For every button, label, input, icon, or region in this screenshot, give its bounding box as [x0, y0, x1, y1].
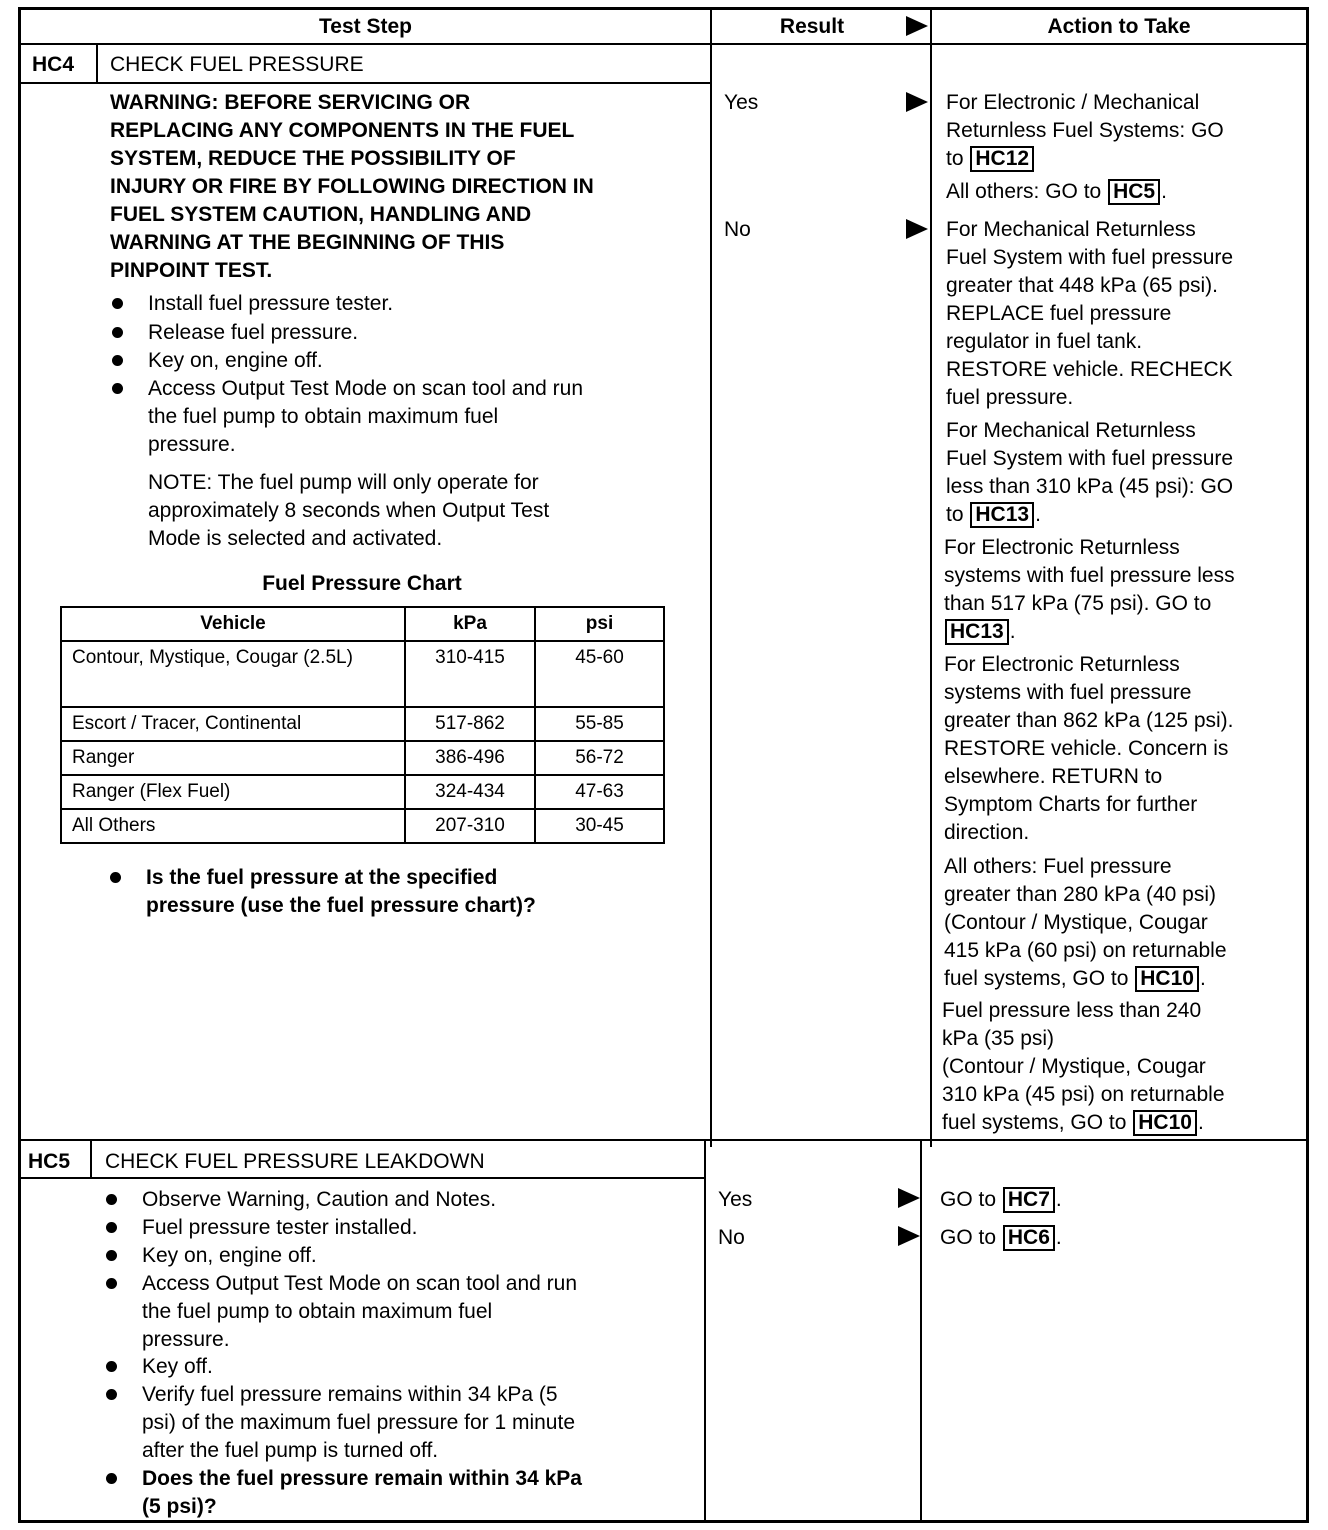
- header-action: Action to Take: [1047, 15, 1191, 38]
- warning-line: SYSTEM, REDUCE THE POSSIBILITY OF: [110, 147, 516, 170]
- fuel-pressure-chart-title: Fuel Pressure Chart: [262, 572, 462, 595]
- hc5-bullet: Observe Warning, Caution and Notes.: [142, 1188, 497, 1211]
- header-result: Result: [779, 15, 845, 38]
- step-ref-hc6[interactable]: HC6: [1003, 1225, 1055, 1251]
- hc4-step-title: CHECK FUEL PRESSURE: [110, 53, 364, 76]
- warning-line: FUEL SYSTEM CAUTION, HANDLING AND: [110, 203, 532, 226]
- period: .: [1055, 1188, 1062, 1211]
- yes-action-line: For Electronic / Mechanical: [946, 91, 1200, 114]
- no-action-line: Symptom Charts for further: [944, 793, 1198, 816]
- no-action-line: elsewhere. RETURN to: [944, 765, 1163, 788]
- no-action-line: kPa (35 psi): [942, 1027, 1055, 1050]
- chart-psi: 55-85: [535, 707, 664, 741]
- no-action-line: For Mechanical Returnless: [946, 218, 1196, 241]
- yes-action-goto: [946, 145, 1035, 173]
- no-action-line: For Electronic Returnless: [944, 536, 1180, 559]
- chart-kpa: 310-415: [405, 641, 535, 707]
- chart-col-vehicle: Vehicle: [61, 607, 405, 641]
- warning-line: REPLACING ANY COMPONENTS IN THE FUEL: [110, 119, 575, 142]
- result-arrow-icon: [906, 219, 928, 239]
- hc4-bullet-line: Access Output Test Mode on scan tool and run: [148, 377, 584, 400]
- no-action-line: than 517 kPa (75 psi). GO to: [944, 592, 1212, 615]
- goto-label: to: [946, 147, 964, 170]
- bullet-icon: [112, 355, 123, 366]
- col-divider-result-hc5: [704, 1140, 706, 1522]
- goto-label: fuel systems, GO to: [944, 967, 1129, 990]
- col-divider-action: [930, 7, 932, 1147]
- chart-vehicle: Ranger (Flex Fuel): [61, 775, 405, 809]
- goto-label: GO to: [940, 1188, 997, 1211]
- no-action-line: Fuel System with fuel pressure: [946, 447, 1234, 470]
- no-action-line: 415 kPa (60 psi) on returnable: [944, 939, 1227, 962]
- hc5-id-divider: [90, 1139, 92, 1178]
- bullet-icon: [112, 383, 123, 394]
- hc5-question-line: (5 psi)?: [142, 1495, 217, 1518]
- hc5-bullet-line: pressure.: [142, 1328, 230, 1351]
- hc4-step-id: HC4: [32, 53, 75, 76]
- no-action-goto: [946, 501, 1041, 529]
- bullet-icon: [106, 1222, 117, 1233]
- no-action-goto: [942, 1109, 1204, 1137]
- chart-col-psi: psi: [535, 607, 664, 641]
- no-action-line: 310 kPa (45 psi) on returnable: [942, 1083, 1225, 1106]
- no-action-line: systems with fuel pressure: [944, 681, 1192, 704]
- warning-line: PINPOINT TEST.: [110, 259, 273, 282]
- no-action-line: All others: Fuel pressure: [944, 855, 1172, 878]
- hc5-bullet-line: Access Output Test Mode on scan tool and run: [142, 1272, 578, 1295]
- yes-action-line: Returnless Fuel Systems: GO: [946, 119, 1224, 142]
- no-action-line: For Electronic Returnless: [944, 653, 1180, 676]
- step-ref-hc12[interactable]: HC12: [970, 146, 1034, 172]
- no-action-line: greater that 448 kPa (65 psi).: [946, 274, 1218, 297]
- hc4-note-line: approximately 8 seconds when Output Test: [148, 499, 550, 522]
- no-action-line: direction.: [944, 821, 1030, 844]
- hc5-no-action: [940, 1224, 1062, 1252]
- hc4-bullet-line: pressure.: [148, 433, 236, 456]
- hc5-step-title: CHECK FUEL PRESSURE LEAKDOWN: [105, 1150, 485, 1173]
- hc4-question-line: Is the fuel pressure at the specified: [146, 866, 498, 889]
- hc4-bullet-line: the fuel pump to obtain maximum fuel: [148, 405, 499, 428]
- hc4-question-line: pressure (use the fuel pressure chart)?: [146, 894, 536, 917]
- warning-line: WARNING AT THE BEGINNING OF THIS: [110, 231, 505, 254]
- section-divider-hc5: [18, 1139, 1309, 1141]
- warning-line: WARNING: BEFORE SERVICING OR: [110, 91, 471, 114]
- hc5-bullet: Key on, engine off.: [142, 1244, 317, 1267]
- table-border-left: [18, 7, 21, 1523]
- chart-vehicle: Escort / Tracer, Continental: [61, 707, 405, 741]
- hc5-bullet-line: psi) of the maximum fuel pressure for 1 minute: [142, 1411, 576, 1434]
- no-action-line: regulator in fuel tank.: [946, 330, 1143, 353]
- header-test-step: Test Step: [319, 15, 412, 38]
- hc4-result-yes: Yes: [724, 91, 759, 114]
- period: .: [1035, 503, 1041, 526]
- no-action-line: Fuel System with fuel pressure: [946, 246, 1234, 269]
- step-ref-hc7[interactable]: HC7: [1003, 1187, 1055, 1213]
- bullet-icon: [106, 1389, 117, 1400]
- chart-kpa: 517-862: [405, 707, 535, 741]
- chart-kpa: 207-310: [405, 809, 535, 843]
- hc4-bullet: Release fuel pressure.: [148, 321, 359, 344]
- bullet-icon: [110, 872, 121, 883]
- bullet-icon: [106, 1250, 117, 1261]
- hc5-bullet-line: Verify fuel pressure remains within 34 kPa (5: [142, 1383, 558, 1406]
- bullet-icon: [112, 327, 123, 338]
- no-action-line: greater than 280 kPa (40 psi): [944, 883, 1216, 906]
- bullet-icon: [112, 298, 123, 309]
- chart-psi: 30-45: [535, 809, 664, 843]
- table-row: [61, 641, 664, 707]
- chart-header-row: [61, 607, 664, 641]
- table-row: [61, 809, 664, 843]
- step-ref-hc5[interactable]: HC5: [1108, 179, 1160, 205]
- period: .: [1199, 967, 1206, 990]
- chart-vehicle: All Others: [61, 809, 405, 843]
- no-action-goto: [944, 965, 1206, 993]
- hc4-result-no: No: [724, 218, 751, 241]
- hc4-id-divider: [96, 43, 98, 83]
- period: .: [1161, 180, 1167, 203]
- chart-psi: 56-72: [535, 741, 664, 775]
- hc5-bullet: Fuel pressure tester installed.: [142, 1216, 418, 1239]
- chart-col-kpa: kPa: [405, 607, 535, 641]
- hc4-bullet: Key on, engine off.: [148, 349, 323, 372]
- no-action-line: fuel pressure.: [946, 386, 1074, 409]
- hc5-title-underline: [18, 1177, 704, 1179]
- bullet-icon: [106, 1361, 117, 1372]
- chart-vehicle: Contour, Mystique, Cougar (2.5L): [61, 641, 405, 707]
- warning-line: INJURY OR FIRE BY FOLLOWING DIRECTION IN: [110, 175, 594, 198]
- no-action-line: (Contour / Mystique, Cougar: [942, 1055, 1206, 1078]
- no-action-line: Fuel pressure less than 240: [942, 999, 1202, 1022]
- hc4-bullet: Install fuel pressure tester.: [148, 292, 394, 315]
- bullet-icon: [106, 1194, 117, 1205]
- step-ref-hc13[interactable]: HC13: [970, 502, 1034, 528]
- hc5-step-id: HC5: [28, 1150, 71, 1173]
- col-divider-result: [710, 7, 712, 1147]
- goto-label: fuel systems, GO to: [942, 1111, 1127, 1134]
- goto-label: to: [946, 503, 964, 526]
- hc5-result-yes: Yes: [718, 1188, 753, 1211]
- chart-psi: 47-63: [535, 775, 664, 809]
- chart-vehicle: Ranger: [61, 741, 405, 775]
- no-action-line: REPLACE fuel pressure: [946, 302, 1172, 325]
- step-ref-hc10[interactable]: HC10: [1133, 1110, 1197, 1136]
- table-row: [61, 775, 664, 809]
- col-divider-action-hc5: [920, 1140, 922, 1522]
- hc5-yes-action: [940, 1186, 1062, 1214]
- header-arrow-icon: [906, 16, 928, 36]
- result-arrow-icon: [898, 1226, 920, 1246]
- hc4-note-line: Mode is selected and activated.: [148, 527, 443, 550]
- hc5-bullet-line: after the fuel pump is turned off.: [142, 1439, 439, 1462]
- hc4-title-underline: [18, 82, 710, 84]
- no-action-line: (Contour / Mystique, Cougar: [944, 911, 1208, 934]
- goto-label: GO to: [940, 1226, 997, 1249]
- hc5-question-line: Does the fuel pressure remain within 34 kPa: [142, 1467, 582, 1490]
- fuel-pressure-chart: [60, 606, 665, 844]
- no-action-line: For Mechanical Returnless: [946, 419, 1196, 442]
- no-action-line: systems with fuel pressure less: [944, 564, 1235, 587]
- table-row: [61, 741, 664, 775]
- result-arrow-icon: [906, 92, 928, 112]
- hc5-bullet-line: the fuel pump to obtain maximum fuel: [142, 1300, 493, 1323]
- goto-label: All others: GO to: [946, 180, 1102, 203]
- period: .: [1009, 620, 1016, 643]
- no-action-line: RESTORE vehicle. RECHECK: [946, 358, 1233, 381]
- no-action-goto: [944, 618, 1016, 646]
- period: .: [1197, 1111, 1204, 1134]
- chart-kpa: 386-496: [405, 741, 535, 775]
- chart-psi: 45-60: [535, 641, 664, 707]
- bullet-icon: [106, 1473, 117, 1484]
- no-action-line: RESTORE vehicle. Concern is: [944, 737, 1229, 760]
- period: .: [1055, 1226, 1062, 1249]
- step-ref-hc13[interactable]: HC13: [945, 619, 1009, 645]
- hc5-bullet: Key off.: [142, 1355, 213, 1378]
- yes-action-others: [946, 178, 1167, 206]
- table-border-right: [1306, 7, 1309, 1523]
- hc5-result-no: No: [718, 1226, 745, 1249]
- table-border-top: [18, 7, 1309, 10]
- bullet-icon: [106, 1278, 117, 1289]
- chart-kpa: 324-434: [405, 775, 535, 809]
- table-row: [61, 707, 664, 741]
- header-underline: [18, 43, 1309, 45]
- step-ref-hc10[interactable]: HC10: [1135, 966, 1199, 992]
- no-action-line: less than 310 kPa (45 psi): GO: [946, 475, 1234, 498]
- no-action-line: greater than 862 kPa (125 psi).: [944, 709, 1234, 732]
- hc4-note-line: NOTE: The fuel pump will only operate for: [148, 471, 539, 494]
- result-arrow-icon: [898, 1188, 920, 1208]
